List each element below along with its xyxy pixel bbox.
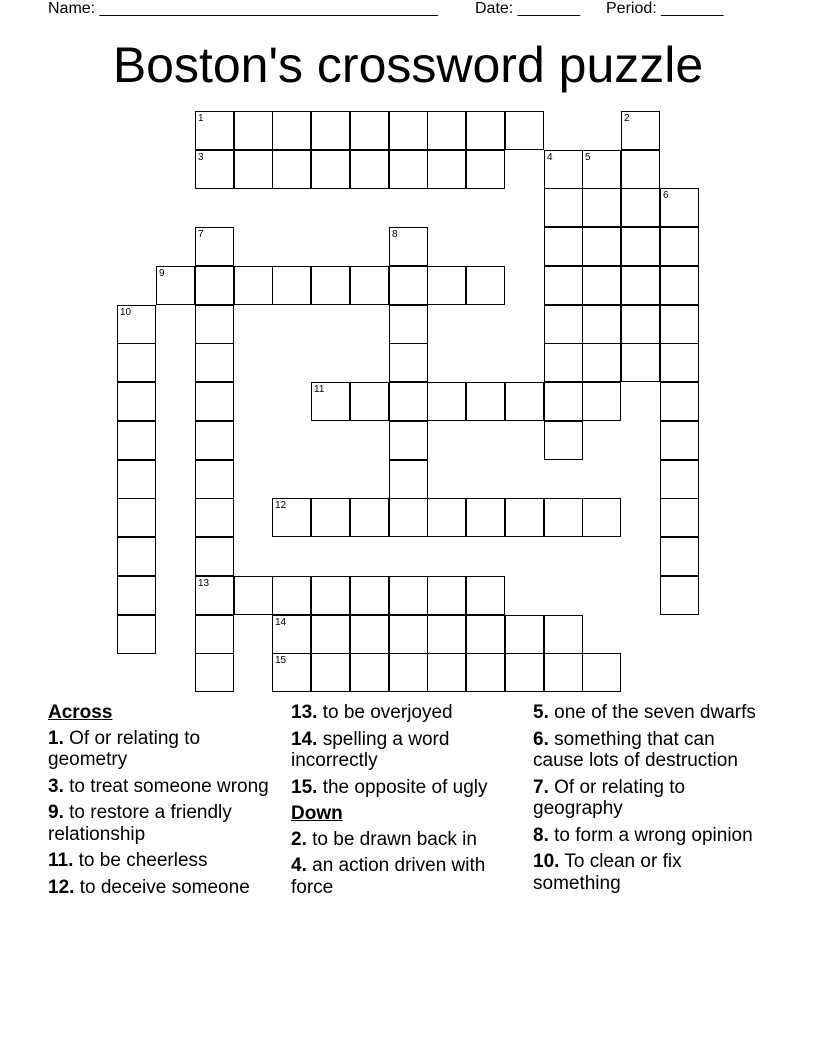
grid-cell[interactable] <box>582 305 621 344</box>
clue-number: 2. <box>291 828 307 850</box>
grid-cell[interactable] <box>505 382 544 421</box>
grid-cell[interactable] <box>660 305 699 344</box>
grid-cell[interactable] <box>195 343 234 382</box>
grid-cell[interactable] <box>389 498 428 537</box>
grid-cell[interactable] <box>582 382 621 421</box>
clue-text: to be overjoyed <box>317 702 453 723</box>
down-clue-list-continued <box>533 702 769 894</box>
grid-cell[interactable] <box>660 460 699 499</box>
cell-number: 1 <box>198 113 204 124</box>
clue-number: 13. <box>291 702 318 723</box>
grid-cell[interactable] <box>389 266 428 305</box>
clues-column-2 <box>291 702 527 903</box>
clue-number: 12. <box>48 876 75 898</box>
across-clue-list <box>48 728 284 899</box>
grid-cell[interactable] <box>350 150 389 189</box>
grid-cell[interactable] <box>427 576 466 615</box>
cell-number: 4 <box>547 152 553 163</box>
grid-cell[interactable] <box>544 188 583 227</box>
clue-text: to be drawn back in <box>306 828 477 850</box>
grid-cell[interactable] <box>195 266 234 305</box>
grid-cell[interactable] <box>427 615 466 654</box>
grid-cell[interactable] <box>621 305 660 344</box>
grid-cell[interactable] <box>544 343 583 382</box>
clue-text: the opposite of ugly <box>317 776 488 798</box>
grid-cell[interactable] <box>234 576 273 615</box>
grid-cell[interactable] <box>195 421 234 460</box>
grid-cell[interactable] <box>660 382 699 421</box>
grid-cell[interactable] <box>117 460 156 499</box>
grid-cell[interactable] <box>544 305 583 344</box>
across-clue <box>291 729 527 772</box>
down-clue <box>291 829 527 851</box>
grid-cell[interactable] <box>195 498 234 537</box>
clue-number: 5. <box>533 702 549 723</box>
grid-cell[interactable] <box>427 498 466 537</box>
grid-cell[interactable] <box>660 576 699 615</box>
grid-cell[interactable] <box>311 576 350 615</box>
grid-cell[interactable] <box>117 576 156 615</box>
cell-number: 14 <box>275 617 287 628</box>
grid-cell[interactable] <box>427 266 466 305</box>
clue-number: 8. <box>533 824 549 846</box>
clue-text: to form a wrong opinion <box>548 824 753 846</box>
clue-text: to treat someone wrong <box>63 775 269 797</box>
grid-cell[interactable] <box>544 498 583 537</box>
grid-cell[interactable] <box>389 305 428 344</box>
grid-cell[interactable] <box>389 150 428 189</box>
page-title: Boston's crossword puzzle <box>112 37 704 93</box>
grid-cell[interactable] <box>582 343 621 382</box>
grid-cell[interactable] <box>234 111 273 150</box>
clue-number: 3. <box>48 775 64 797</box>
down-clue <box>291 855 527 898</box>
grid-cell[interactable] <box>582 498 621 537</box>
grid-cell[interactable] <box>350 111 389 150</box>
across-clue <box>291 777 527 799</box>
grid-cell[interactable] <box>272 266 311 305</box>
clue-number: 15. <box>291 776 318 798</box>
grid-cell[interactable] <box>544 227 583 266</box>
across-heading: Across <box>48 702 113 723</box>
clue-number: 10. <box>533 851 560 872</box>
grid-cell[interactable] <box>466 653 505 692</box>
grid-cell[interactable] <box>621 266 660 305</box>
grid-cell[interactable] <box>582 266 621 305</box>
grid-cell[interactable] <box>117 343 156 382</box>
grid-cell[interactable] <box>544 653 583 692</box>
across-clue <box>48 877 284 899</box>
grid-cell[interactable] <box>505 111 544 150</box>
grid-cell[interactable] <box>311 615 350 654</box>
clue-text: an action driven with force <box>291 855 486 898</box>
cell-number: 7 <box>198 229 204 240</box>
grid-cell[interactable] <box>466 111 505 150</box>
clue-number: 1. <box>48 727 64 749</box>
grid-cell[interactable] <box>582 227 621 266</box>
grid-cell[interactable] <box>660 498 699 537</box>
grid-cell[interactable] <box>350 382 389 421</box>
grid-cell[interactable] <box>195 615 234 654</box>
down-heading: Down <box>291 803 343 824</box>
clues-column-1 <box>48 702 284 903</box>
cell-number: 9 <box>159 268 165 279</box>
down-clue <box>533 777 769 820</box>
down-clue <box>533 729 769 772</box>
grid-cell[interactable] <box>389 576 428 615</box>
grid-cell[interactable] <box>272 576 311 615</box>
grid-cell[interactable] <box>311 150 350 189</box>
cell-number: 13 <box>198 578 210 589</box>
grid-cell[interactable] <box>350 576 389 615</box>
clue-text: Of or relating to geography <box>533 776 686 819</box>
grid-cell[interactable] <box>117 537 156 576</box>
grid-cell[interactable] <box>311 653 350 692</box>
across-clue <box>291 702 527 724</box>
across-clue <box>48 850 284 872</box>
grid-cell[interactable] <box>621 150 660 189</box>
grid-cell[interactable] <box>660 343 699 382</box>
grid-cell[interactable] <box>466 615 505 654</box>
grid-cell[interactable] <box>582 653 621 692</box>
grid-cell[interactable] <box>582 188 621 227</box>
clue-text: spelling a word incorrectly <box>291 728 450 771</box>
clue-text: something that can cause lots of destruction <box>533 728 738 771</box>
grid-cell[interactable] <box>311 266 350 305</box>
grid-cell[interactable] <box>660 421 699 460</box>
grid-cell[interactable] <box>350 266 389 305</box>
grid-cell[interactable] <box>234 150 273 189</box>
date-field-label: Date: _______ <box>475 0 580 17</box>
grid-cell[interactable] <box>544 266 583 305</box>
grid-cell[interactable] <box>660 537 699 576</box>
grid-cell[interactable] <box>389 653 428 692</box>
grid-cell[interactable] <box>311 498 350 537</box>
clue-text: to restore a friendly relationship <box>48 802 232 845</box>
grid-cell[interactable] <box>389 460 428 499</box>
grid-cell[interactable] <box>272 111 311 150</box>
grid-cell[interactable] <box>195 382 234 421</box>
cell-number: 5 <box>585 152 591 163</box>
clue-text: one of the seven dwarfs <box>548 702 756 723</box>
grid-cell[interactable] <box>621 188 660 227</box>
grid-cell[interactable] <box>195 305 234 344</box>
clue-number: 6. <box>533 728 549 750</box>
down-clue-list <box>291 829 527 899</box>
grid-cell[interactable] <box>389 615 428 654</box>
grid-cell[interactable] <box>505 498 544 537</box>
grid-cell[interactable] <box>350 653 389 692</box>
grid-cell[interactable] <box>117 498 156 537</box>
cell-number: 8 <box>392 229 398 240</box>
period-field-label: Period: _______ <box>606 0 724 17</box>
clue-text: to be cheerless <box>73 850 208 871</box>
clue-number: 14. <box>291 728 318 750</box>
cell-number: 12 <box>275 500 287 511</box>
grid-cell[interactable] <box>195 653 234 692</box>
clues-column-3 <box>533 702 769 899</box>
grid-cell[interactable] <box>272 150 311 189</box>
clue-number: 11. <box>48 850 74 871</box>
grid-cell[interactable] <box>389 343 428 382</box>
clue-number: 4. <box>291 855 307 876</box>
grid-cell[interactable] <box>621 343 660 382</box>
cell-number: 2 <box>624 113 630 124</box>
clue-number: 9. <box>48 802 64 823</box>
grid-cell[interactable] <box>389 111 428 150</box>
grid-cell[interactable] <box>350 498 389 537</box>
grid-cell[interactable] <box>466 266 505 305</box>
grid-cell[interactable] <box>195 460 234 499</box>
grid-cell[interactable] <box>117 421 156 460</box>
grid-cell[interactable] <box>660 266 699 305</box>
grid-cell[interactable] <box>621 227 660 266</box>
down-clue <box>533 702 769 724</box>
across-clue <box>48 728 284 771</box>
grid-cell[interactable] <box>234 266 273 305</box>
grid-cell[interactable] <box>466 382 505 421</box>
grid-cell[interactable] <box>117 382 156 421</box>
grid-cell[interactable] <box>466 498 505 537</box>
clue-text: To clean or fix something <box>533 851 682 894</box>
grid-cell[interactable] <box>427 382 466 421</box>
down-clue <box>533 825 769 847</box>
cell-number: 3 <box>198 152 204 163</box>
grid-cell[interactable] <box>505 615 544 654</box>
grid-cell[interactable] <box>195 537 234 576</box>
cell-number: 15 <box>275 655 287 666</box>
grid-cell[interactable] <box>544 421 583 460</box>
clue-text: Of or relating to geometry <box>48 727 201 770</box>
cell-number: 6 <box>663 190 669 201</box>
grid-cell[interactable] <box>350 615 389 654</box>
name-field-label: Name: ______________________________________ <box>48 0 438 17</box>
grid-cell[interactable] <box>660 227 699 266</box>
across-clue <box>48 776 284 798</box>
grid-cell[interactable] <box>117 615 156 654</box>
grid-cell[interactable] <box>544 615 583 654</box>
grid-cell[interactable] <box>466 576 505 615</box>
grid-cell[interactable] <box>427 150 466 189</box>
grid-cell[interactable] <box>389 382 428 421</box>
cell-number: 11 <box>314 384 325 395</box>
clue-number: 7. <box>533 776 549 798</box>
clue-text: to deceive someone <box>74 876 250 898</box>
across-clue <box>48 802 284 845</box>
grid-cell[interactable] <box>505 653 544 692</box>
grid-cell[interactable] <box>427 111 466 150</box>
grid-cell[interactable] <box>311 111 350 150</box>
grid-cell[interactable] <box>427 653 466 692</box>
across-clue-list-continued <box>291 702 527 798</box>
cell-number: 10 <box>120 307 132 318</box>
down-clue <box>533 851 769 894</box>
grid-cell[interactable] <box>466 150 505 189</box>
grid-cell[interactable] <box>389 421 428 460</box>
grid-cell[interactable] <box>544 382 583 421</box>
